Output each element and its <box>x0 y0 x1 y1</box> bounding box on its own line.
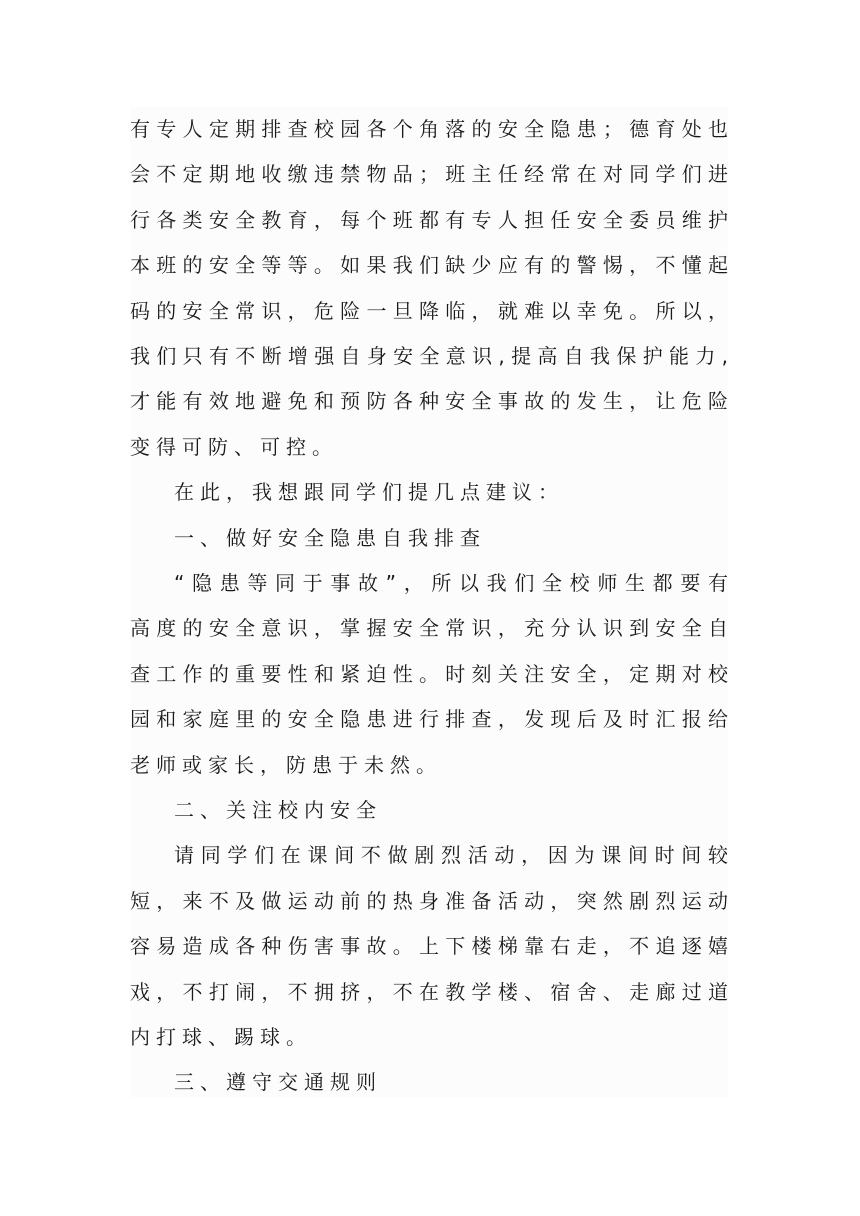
body-line: 会不定期地收缴违禁物品；班主任经常在对同学们进 <box>130 162 728 187</box>
body-line: 行各类安全教育，每个班都有专人担任安全委员维护 <box>130 207 728 232</box>
body-line: 有专人定期排查校园各个角落的安全隐患；德育处也 <box>130 117 728 141</box>
section-heading: 二、关注校内安全 <box>174 798 382 822</box>
body-line: “隐患等同于事故”，所以我们全校师生都要有 <box>174 571 728 595</box>
body-line: 园和家庭里的安全隐患进行排查，发现后及时汇报给 <box>130 707 728 732</box>
section-heading: 一、做好安全隐患自我排查 <box>174 525 486 550</box>
body-line: 变得可防、可控。 <box>130 434 338 459</box>
body-line: 才能有效地避免和预防各种安全事故的发生，让危险 <box>130 389 728 414</box>
body-line: 请同学们在课间不做剧烈活动，因为课间时间较 <box>174 843 728 868</box>
body-line: 在此，我想跟同学们提几点建议： <box>174 480 564 505</box>
body-line: 容易造成各种伤害事故。上下楼梯靠右走，不追逐嬉 <box>130 934 728 959</box>
body-line: 本班的安全等等。如果我们缺少应有的警惕，不懂起 <box>130 253 728 278</box>
body-line: 内打球、踢球。 <box>130 1025 312 1049</box>
body-line: 短，来不及做运动前的热身准备活动，突然剧烈运动 <box>130 888 728 913</box>
body-line: 老师或家长，防患于未然。 <box>130 752 442 777</box>
body-line: 戏，不打闹，不拥挤，不在教学楼、宿舍、走廊过道 <box>130 979 728 1004</box>
body-line: 我们只有不断增强自身安全意识,提高自我保护能力, <box>130 344 728 368</box>
document-body <box>130 107 728 1097</box>
section-heading: 三、遵守交通规则 <box>174 1070 382 1095</box>
body-line: 查工作的重要性和紧迫性。时刻关注安全，定期对校 <box>130 661 728 686</box>
body-line: 高度的安全意识，掌握安全常识，充分认识到安全自 <box>130 616 728 641</box>
body-line: 码的安全常识，危险一旦降临，就难以幸免。所以， <box>130 298 728 323</box>
